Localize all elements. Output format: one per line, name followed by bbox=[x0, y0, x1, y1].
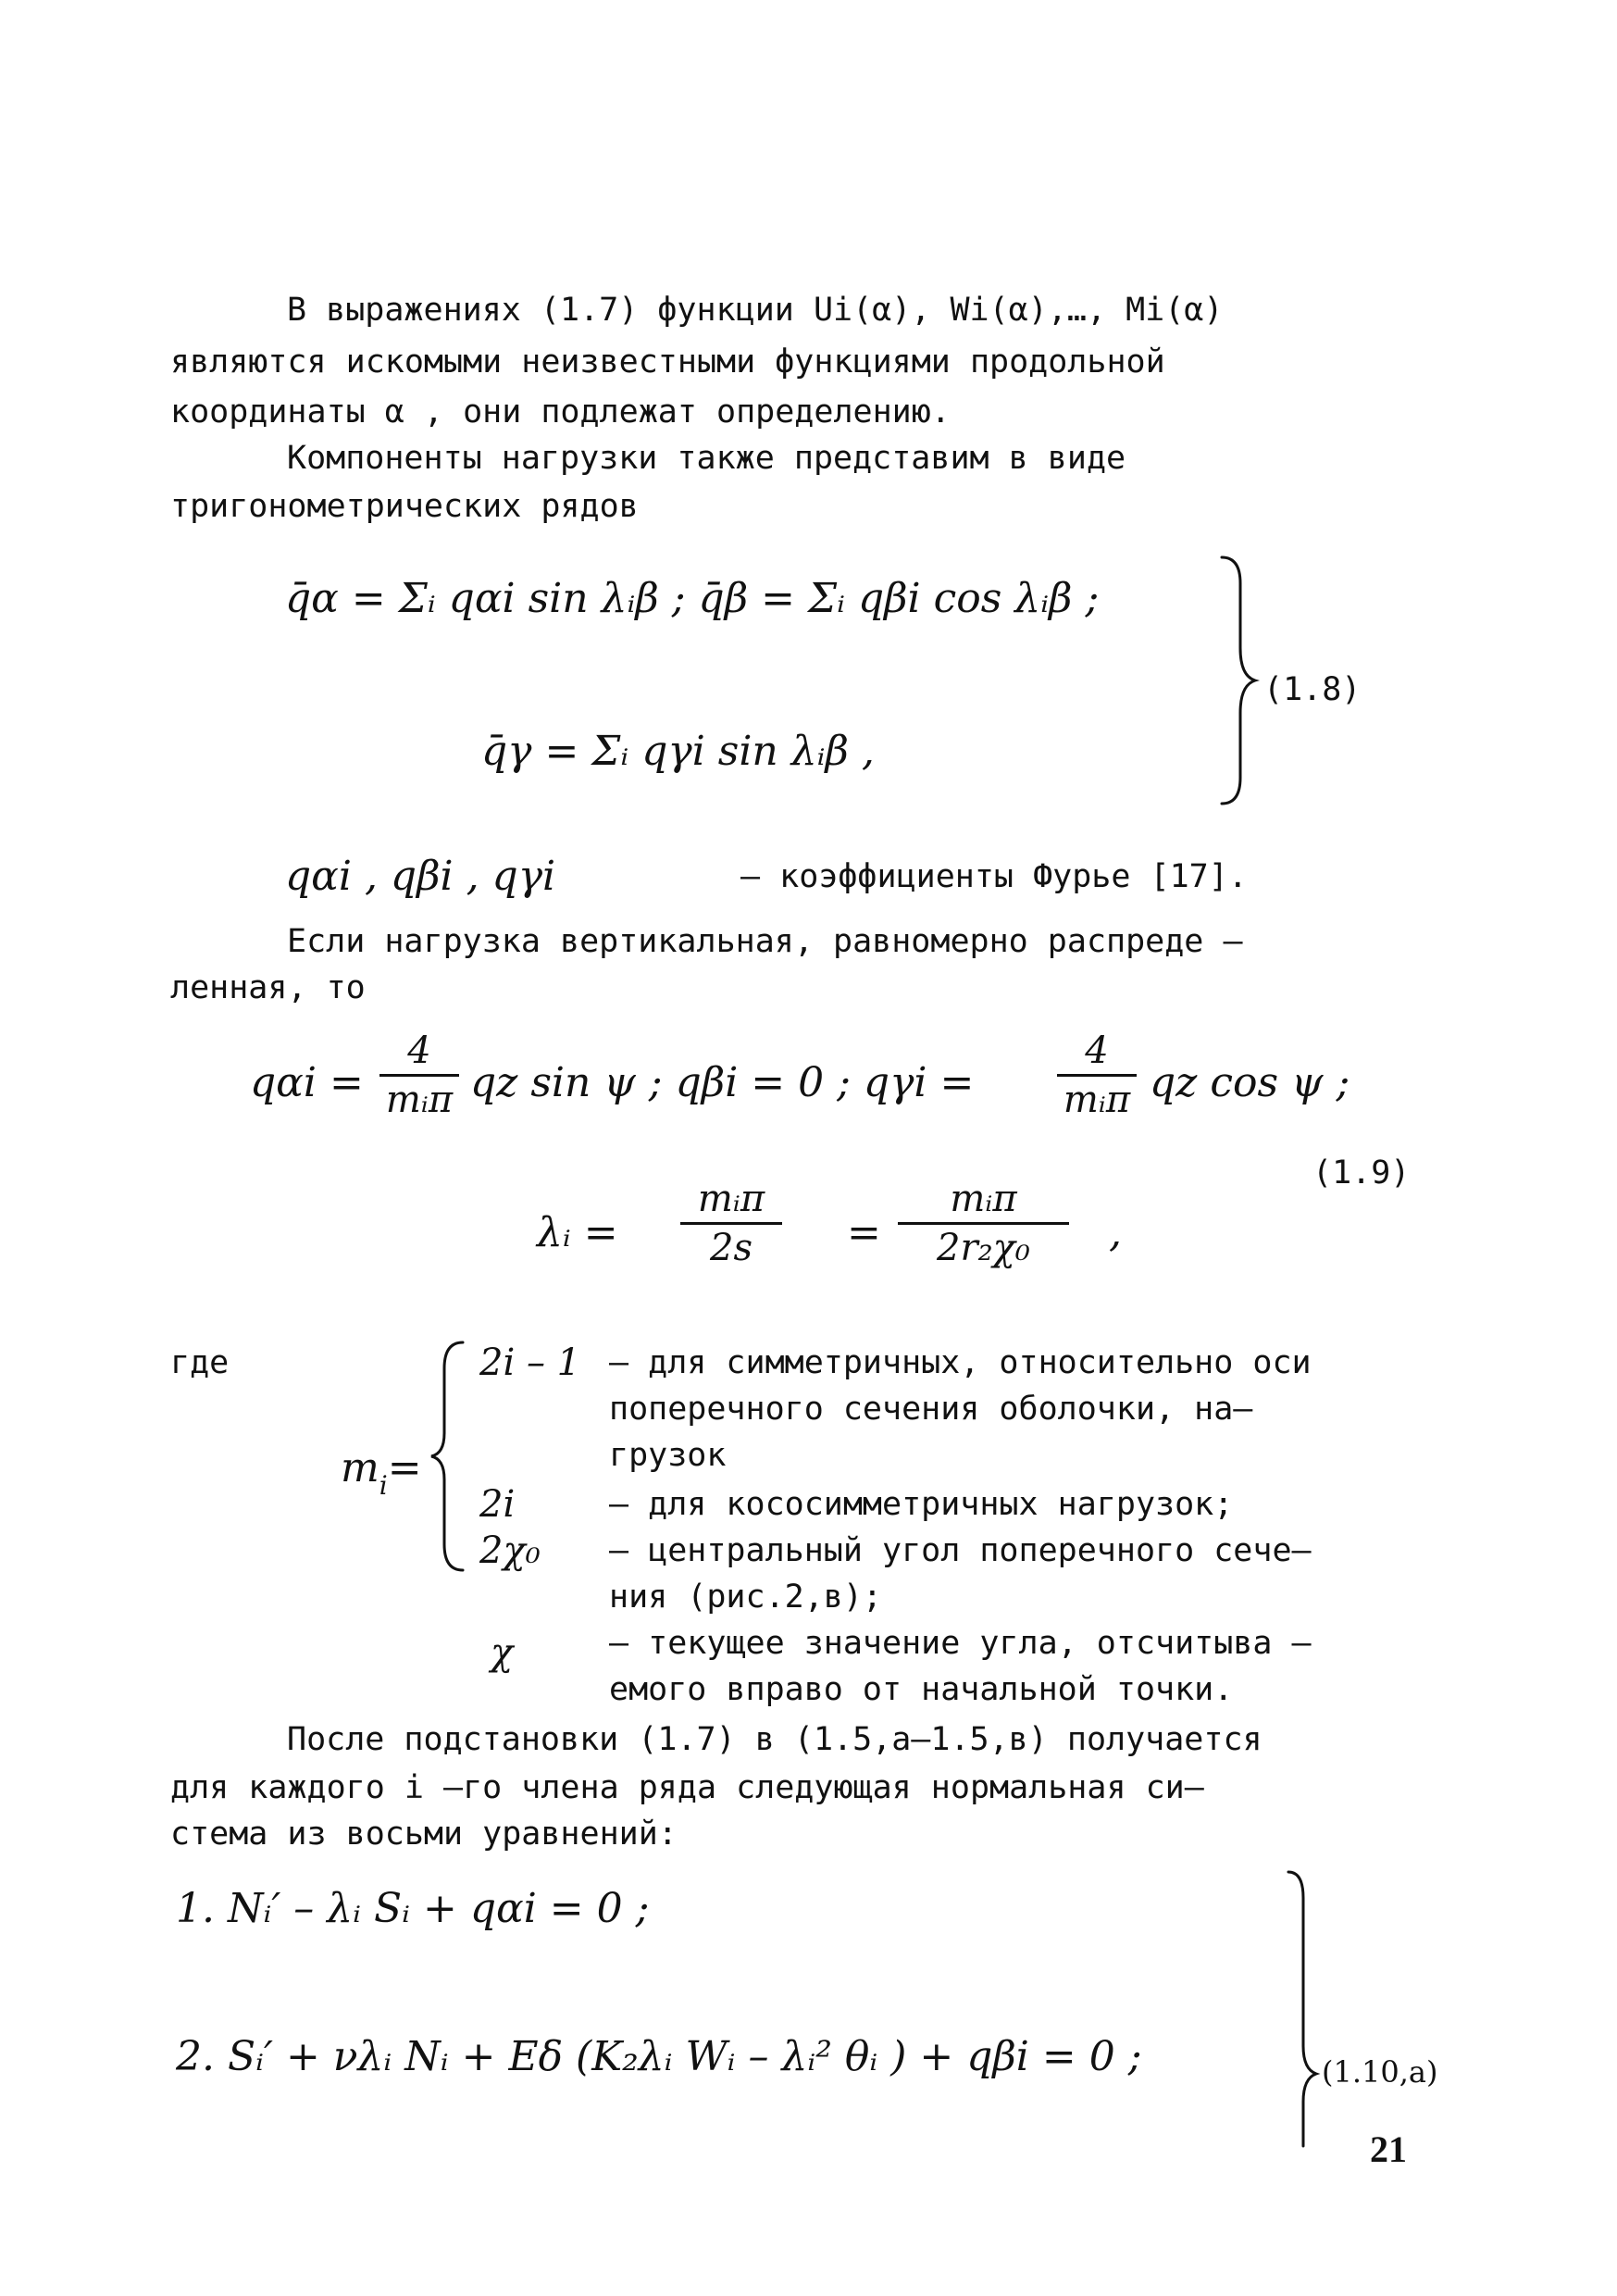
paragraph-4-line-3: стема из восьми уравнений: bbox=[170, 1816, 678, 1853]
paragraph-4-line-1: После подстановки (1.7) в (1.5,а–1.5,в) получается bbox=[287, 1721, 1263, 1758]
mi-cases-brace bbox=[428, 1341, 465, 1572]
case-3-line-1: – центральный угол поперечного сече– bbox=[609, 1532, 1312, 1569]
qai-fraction-numerator: 4 bbox=[407, 1029, 431, 1072]
equation-1-8-tag: (1.8) bbox=[1263, 671, 1362, 708]
paragraph-1-line-1: В выражениях (1.7) функции Ui(α), Wi(α),…, Mi(α) bbox=[287, 292, 1224, 329]
mi-base: m bbox=[341, 1444, 379, 1491]
lambda-fraction-1-bar bbox=[680, 1222, 782, 1225]
equation-1-9-lambda-fraction-2 bbox=[898, 1178, 1069, 1269]
case-1-line-2: поперечного сечения оболочки, на– bbox=[609, 1391, 1253, 1428]
paragraph-4-line-2: для каждого i –го члена ряда следующая нормальная си– bbox=[170, 1769, 1204, 1806]
case-4-symbol: χ bbox=[491, 1631, 514, 1674]
equation-1-9-qgi-fraction bbox=[1057, 1029, 1137, 1121]
lambda-fraction-1-denominator: 2s bbox=[710, 1227, 753, 1269]
equation-1-10a-brace bbox=[1287, 1870, 1320, 2148]
equation-1-10a-line-1: 1. Nᵢ′ – λᵢ Sᵢ + qαi = 0 ; bbox=[176, 1885, 650, 1932]
equation-1-8-brace bbox=[1220, 555, 1257, 805]
lambda-fraction-1-numerator: mᵢπ bbox=[697, 1178, 765, 1220]
where-label: где bbox=[170, 1344, 230, 1381]
lambda-fraction-2-bar bbox=[898, 1222, 1069, 1225]
paragraph-1-line-2: являются искомыми неизвестными функциями продольной bbox=[170, 343, 1165, 381]
case-3-symbol: 2χ₀ bbox=[479, 1529, 541, 1572]
qgi-fraction-bar bbox=[1057, 1074, 1137, 1077]
qgi-fraction-denominator: mᵢπ bbox=[1063, 1079, 1131, 1121]
paragraph-3-line-2: ленная, то bbox=[170, 969, 366, 1006]
paragraph-3-line-1: Если нагрузка вертикальная, равномерно распреде – bbox=[287, 923, 1243, 960]
equation-1-9-qgi-rhs: qz cos ψ ; bbox=[1150, 1059, 1350, 1106]
equation-1-9-qai-lhs: qαi = bbox=[250, 1059, 364, 1106]
case-3-line-2: ния (рис.2,в); bbox=[609, 1578, 883, 1616]
case-4-line-2: емого вправо от начальной точки. bbox=[609, 1671, 1234, 1708]
equation-1-8-line-1: q̄α = Σᵢ qαi sin λᵢβ ; q̄β = Σᵢ qβi cos λᵢβ ; bbox=[285, 575, 1100, 622]
paragraph-2-line-1: Компоненты нагрузки также представим в виде bbox=[287, 440, 1126, 477]
case-1-symbol: 2i – 1 bbox=[479, 1341, 581, 1384]
paragraph-1-line-3: координаты α , они подлежат определению. bbox=[170, 393, 951, 430]
case-2-symbol: 2i bbox=[479, 1483, 516, 1526]
qai-fraction-bar bbox=[379, 1074, 459, 1077]
qai-fraction-denominator: mᵢπ bbox=[385, 1079, 454, 1121]
equation-1-9-qai-rhs: qz sin ψ ; qβi = 0 ; qγi = bbox=[470, 1059, 975, 1106]
lambda-fraction-2-numerator: mᵢπ bbox=[950, 1178, 1017, 1220]
qgi-fraction-numerator: 4 bbox=[1085, 1029, 1109, 1072]
case-2-line-1: – для кососимметричных нагрузок; bbox=[609, 1486, 1234, 1523]
equation-1-8-line-2: q̄γ = Σᵢ qγi sin λᵢβ , bbox=[481, 728, 875, 775]
equation-1-9-comma: , bbox=[1109, 1209, 1122, 1256]
equation-1-9-qai-fraction bbox=[379, 1029, 459, 1121]
fourier-coefficient-text: – коэффициенты Фурье [17]. bbox=[740, 858, 1248, 895]
case-4-line-1: – текущее значение угла, отсчитыва – bbox=[609, 1625, 1312, 1662]
lambda-fraction-2-denominator: 2r₂χ₀ bbox=[937, 1227, 1030, 1269]
case-1-line-3: грузок bbox=[609, 1437, 727, 1474]
equation-1-9-equals: = bbox=[847, 1209, 881, 1256]
mi-label bbox=[341, 1444, 422, 1501]
equation-1-9-lambda-fraction-1 bbox=[680, 1178, 782, 1269]
equation-1-9-lambda-lhs: λᵢ = bbox=[537, 1209, 618, 1256]
equation-1-10a-line-2: 2. Sᵢ′ + νλᵢ Nᵢ + Eδ (K₂λᵢ Wᵢ – λᵢ² θᵢ ) + qβi = 0 ; bbox=[176, 2033, 1142, 2080]
mi-subscript: i bbox=[379, 1470, 388, 1501]
equation-1-10a-tag: (1.10,а) bbox=[1322, 2054, 1438, 2090]
page-number: 21 bbox=[1370, 2128, 1407, 2170]
case-1-line-1: – для симметричных, относительно оси bbox=[609, 1344, 1312, 1381]
paragraph-2-line-2: тригонометрических рядов bbox=[170, 488, 639, 525]
mi-equals: = bbox=[387, 1444, 422, 1491]
equation-1-9-tag: (1.9) bbox=[1312, 1154, 1411, 1192]
fourier-coefficient-symbols: qαi , qβi , qγi bbox=[285, 853, 556, 900]
